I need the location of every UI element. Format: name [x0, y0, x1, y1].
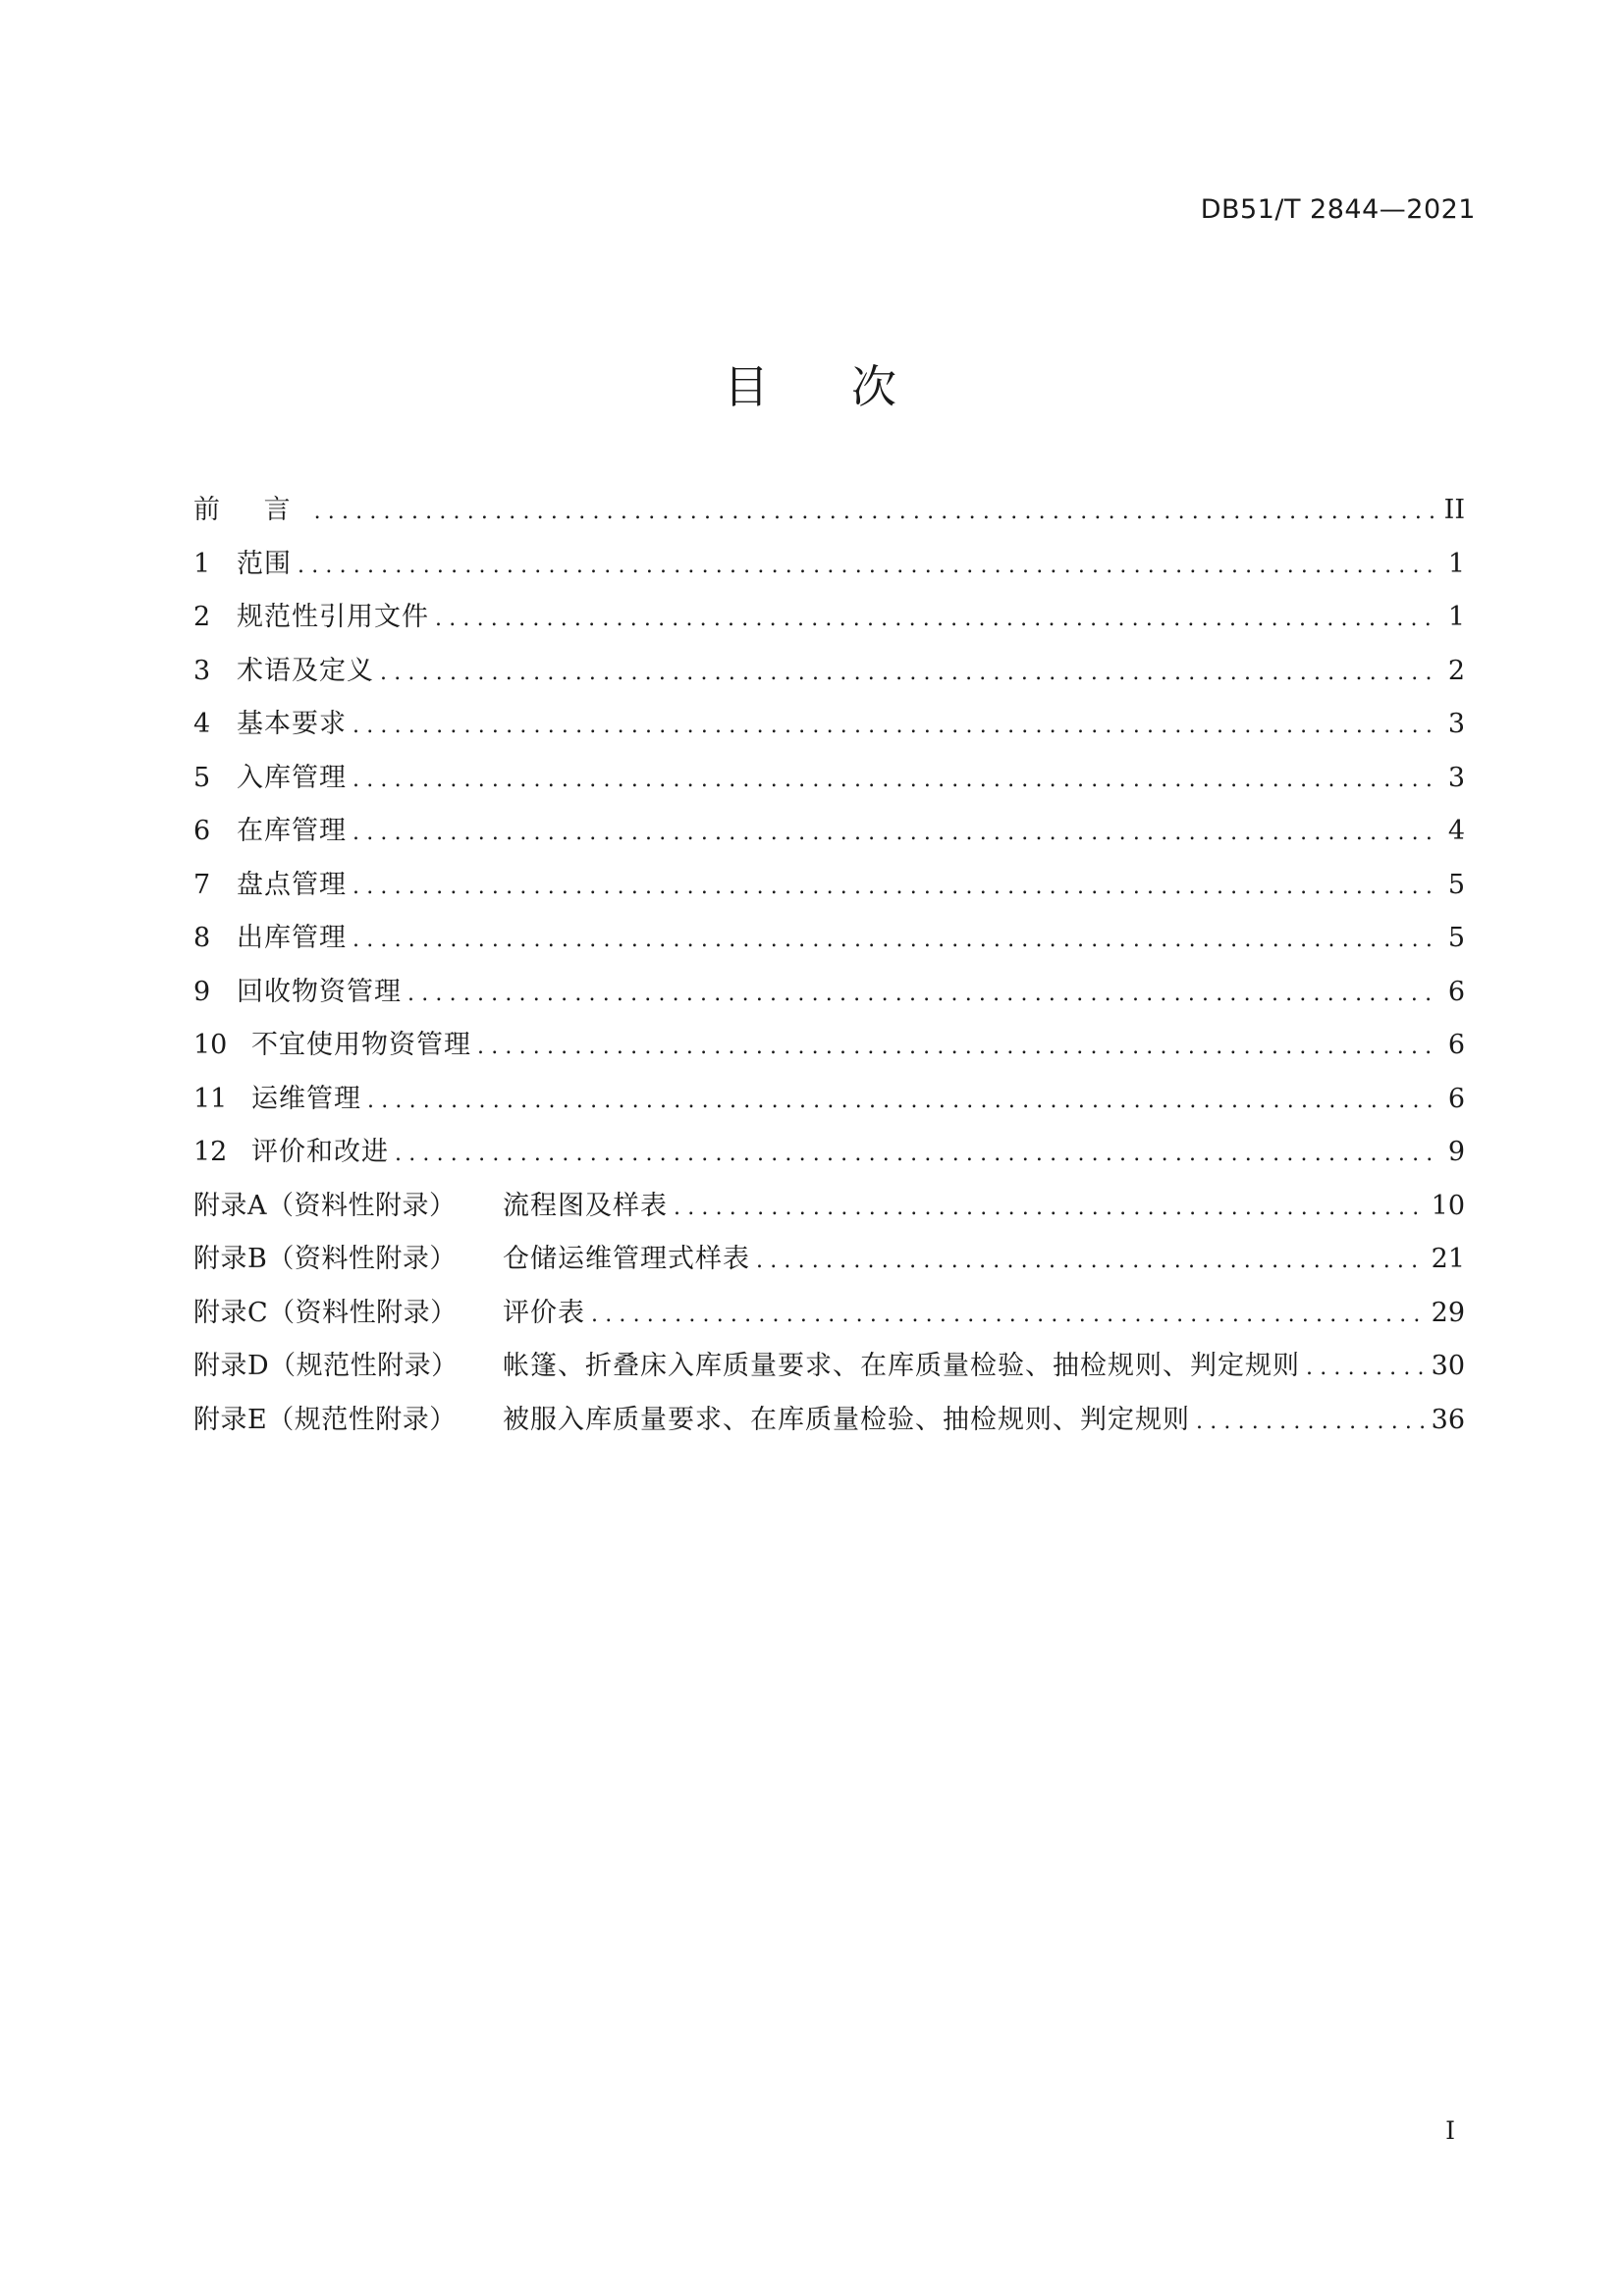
- toc-entry-5[interactable]: [193, 756, 1465, 810]
- toc-entry-number: 4: [193, 709, 211, 739]
- toc-entry-page: 1: [1447, 602, 1465, 632]
- toc-entry-number: 附录A（资料性附录）: [193, 1190, 457, 1221]
- toc-entry-appendix-c[interactable]: [193, 1291, 1465, 1345]
- toc-leader-dots: [1196, 1410, 1424, 1434]
- toc-leader-dots: [298, 554, 1435, 578]
- toc-entry-label: 在库管理: [237, 816, 347, 846]
- toc-entry-page: 6: [1447, 1030, 1465, 1060]
- toc-entry-number: 11: [193, 1083, 228, 1114]
- toc-leader-dots: [352, 768, 1435, 792]
- toc-entry-preface[interactable]: [193, 488, 1465, 542]
- toc-entry-number: 附录C（资料性附录）: [193, 1297, 458, 1328]
- toc-entry-number: 9: [193, 976, 211, 1007]
- toc-entry-2[interactable]: [193, 595, 1465, 649]
- toc-entry-number: 附录E（规范性附录）: [193, 1404, 457, 1435]
- toc-entry-number: 3: [193, 655, 211, 686]
- toc-entry-label: 入库管理: [237, 762, 347, 793]
- toc-leader-dots: [380, 661, 1435, 685]
- toc-entry-9[interactable]: [193, 970, 1465, 1024]
- page-number: I: [1445, 2116, 1455, 2145]
- toc-entry-label: 前 言: [193, 495, 308, 525]
- toc-entry-page: 6: [1447, 1083, 1465, 1114]
- toc-entry-number: 2: [193, 602, 211, 632]
- toc-entry-appendix-e[interactable]: [193, 1398, 1465, 1452]
- toc-leader-dots: [395, 1142, 1435, 1166]
- toc-entry-label: 仓储运维管理式样表: [503, 1244, 750, 1274]
- page-title: [0, 351, 1624, 416]
- toc-entry-page: 29: [1431, 1297, 1465, 1328]
- toc-entry-number: 7: [193, 869, 211, 900]
- document-code: DB51/T 2844—2021: [1200, 194, 1476, 225]
- toc-entry-page: 3: [1447, 762, 1465, 793]
- toc-entry-number: 5: [193, 762, 211, 793]
- toc-entry-page: 1: [1447, 548, 1465, 579]
- toc-leader-dots: [352, 928, 1435, 952]
- toc-entry-10[interactable]: [193, 1023, 1465, 1077]
- toc-entry-page: 2: [1447, 655, 1465, 686]
- toc-entry-7[interactable]: [193, 863, 1465, 917]
- toc-leader-dots: [477, 1035, 1435, 1059]
- toc-leader-dots: [352, 821, 1435, 845]
- toc-leader-dots: [367, 1089, 1435, 1113]
- toc-entry-number: 8: [193, 923, 211, 953]
- toc-entry-page: 6: [1447, 976, 1465, 1007]
- toc-entry-page: 21: [1431, 1244, 1465, 1274]
- toc-leader-dots: [591, 1303, 1424, 1327]
- toc-entry-8[interactable]: [193, 916, 1465, 970]
- toc-leader-dots: [407, 982, 1435, 1006]
- toc-leader-dots: [314, 500, 1435, 524]
- table-of-contents: [193, 488, 1465, 1451]
- toc-entry-6[interactable]: [193, 809, 1465, 863]
- toc-entry-page: 5: [1447, 923, 1465, 953]
- toc-entry-number: 附录B（资料性附录）: [193, 1244, 457, 1274]
- toc-entry-label: 被服入库质量要求、在库质量检验、抽检规则、判定规则: [503, 1404, 1190, 1435]
- toc-entry-label: 运维管理: [251, 1083, 361, 1114]
- toc-entry-page: 10: [1431, 1190, 1465, 1221]
- toc-entry-label: 盘点管理: [237, 869, 347, 900]
- toc-entry-label: 评价表: [503, 1297, 585, 1328]
- toc-leader-dots: [1306, 1356, 1424, 1380]
- toc-entry-number: 1: [193, 548, 211, 579]
- toc-entry-1[interactable]: [193, 542, 1465, 596]
- toc-entry-label: 术语及定义: [237, 655, 374, 686]
- toc-entry-page: 30: [1431, 1351, 1465, 1381]
- toc-entry-appendix-b[interactable]: [193, 1237, 1465, 1291]
- toc-entry-4[interactable]: [193, 702, 1465, 756]
- toc-entry-11[interactable]: [193, 1077, 1465, 1131]
- toc-entry-label: 范围: [237, 548, 292, 579]
- toc-entry-number: 12: [193, 1137, 228, 1167]
- toc-entry-label: 不宜使用物资管理: [251, 1030, 471, 1060]
- toc-entry-page: II: [1443, 495, 1465, 525]
- toc-leader-dots: [435, 607, 1435, 631]
- toc-entry-label: 规范性引用文件: [237, 602, 429, 632]
- toc-entry-12[interactable]: [193, 1130, 1465, 1184]
- toc-leader-dots: [352, 875, 1435, 899]
- toc-entry-label: 评价和改进: [251, 1137, 389, 1167]
- toc-entry-label: 帐篷、折叠床入库质量要求、在库质量检验、抽检规则、判定规则: [503, 1351, 1300, 1381]
- toc-entry-label: 出库管理: [237, 923, 347, 953]
- toc-entry-number: 10: [193, 1030, 228, 1060]
- toc-entry-page: 4: [1447, 816, 1465, 846]
- toc-entry-page: 5: [1447, 869, 1465, 900]
- toc-entry-label: 回收物资管理: [237, 976, 402, 1007]
- page-title-part-2: 次: [851, 360, 900, 413]
- toc-leader-dots: [674, 1196, 1424, 1220]
- toc-entry-label: 基本要求: [237, 709, 347, 739]
- toc-entry-appendix-d[interactable]: [193, 1344, 1465, 1398]
- toc-entry-page: 9: [1447, 1137, 1465, 1167]
- toc-leader-dots: [352, 714, 1435, 738]
- toc-leader-dots: [756, 1249, 1424, 1273]
- page-title-part-1: 目: [724, 360, 773, 413]
- toc-entry-3[interactable]: [193, 649, 1465, 703]
- toc-entry-page: 3: [1447, 709, 1465, 739]
- toc-entry-appendix-a[interactable]: [193, 1184, 1465, 1238]
- toc-entry-page: 36: [1431, 1404, 1465, 1435]
- toc-entry-number: 6: [193, 816, 211, 846]
- toc-entry-number: 附录D（规范性附录）: [193, 1351, 459, 1381]
- toc-entry-label: 流程图及样表: [503, 1190, 668, 1221]
